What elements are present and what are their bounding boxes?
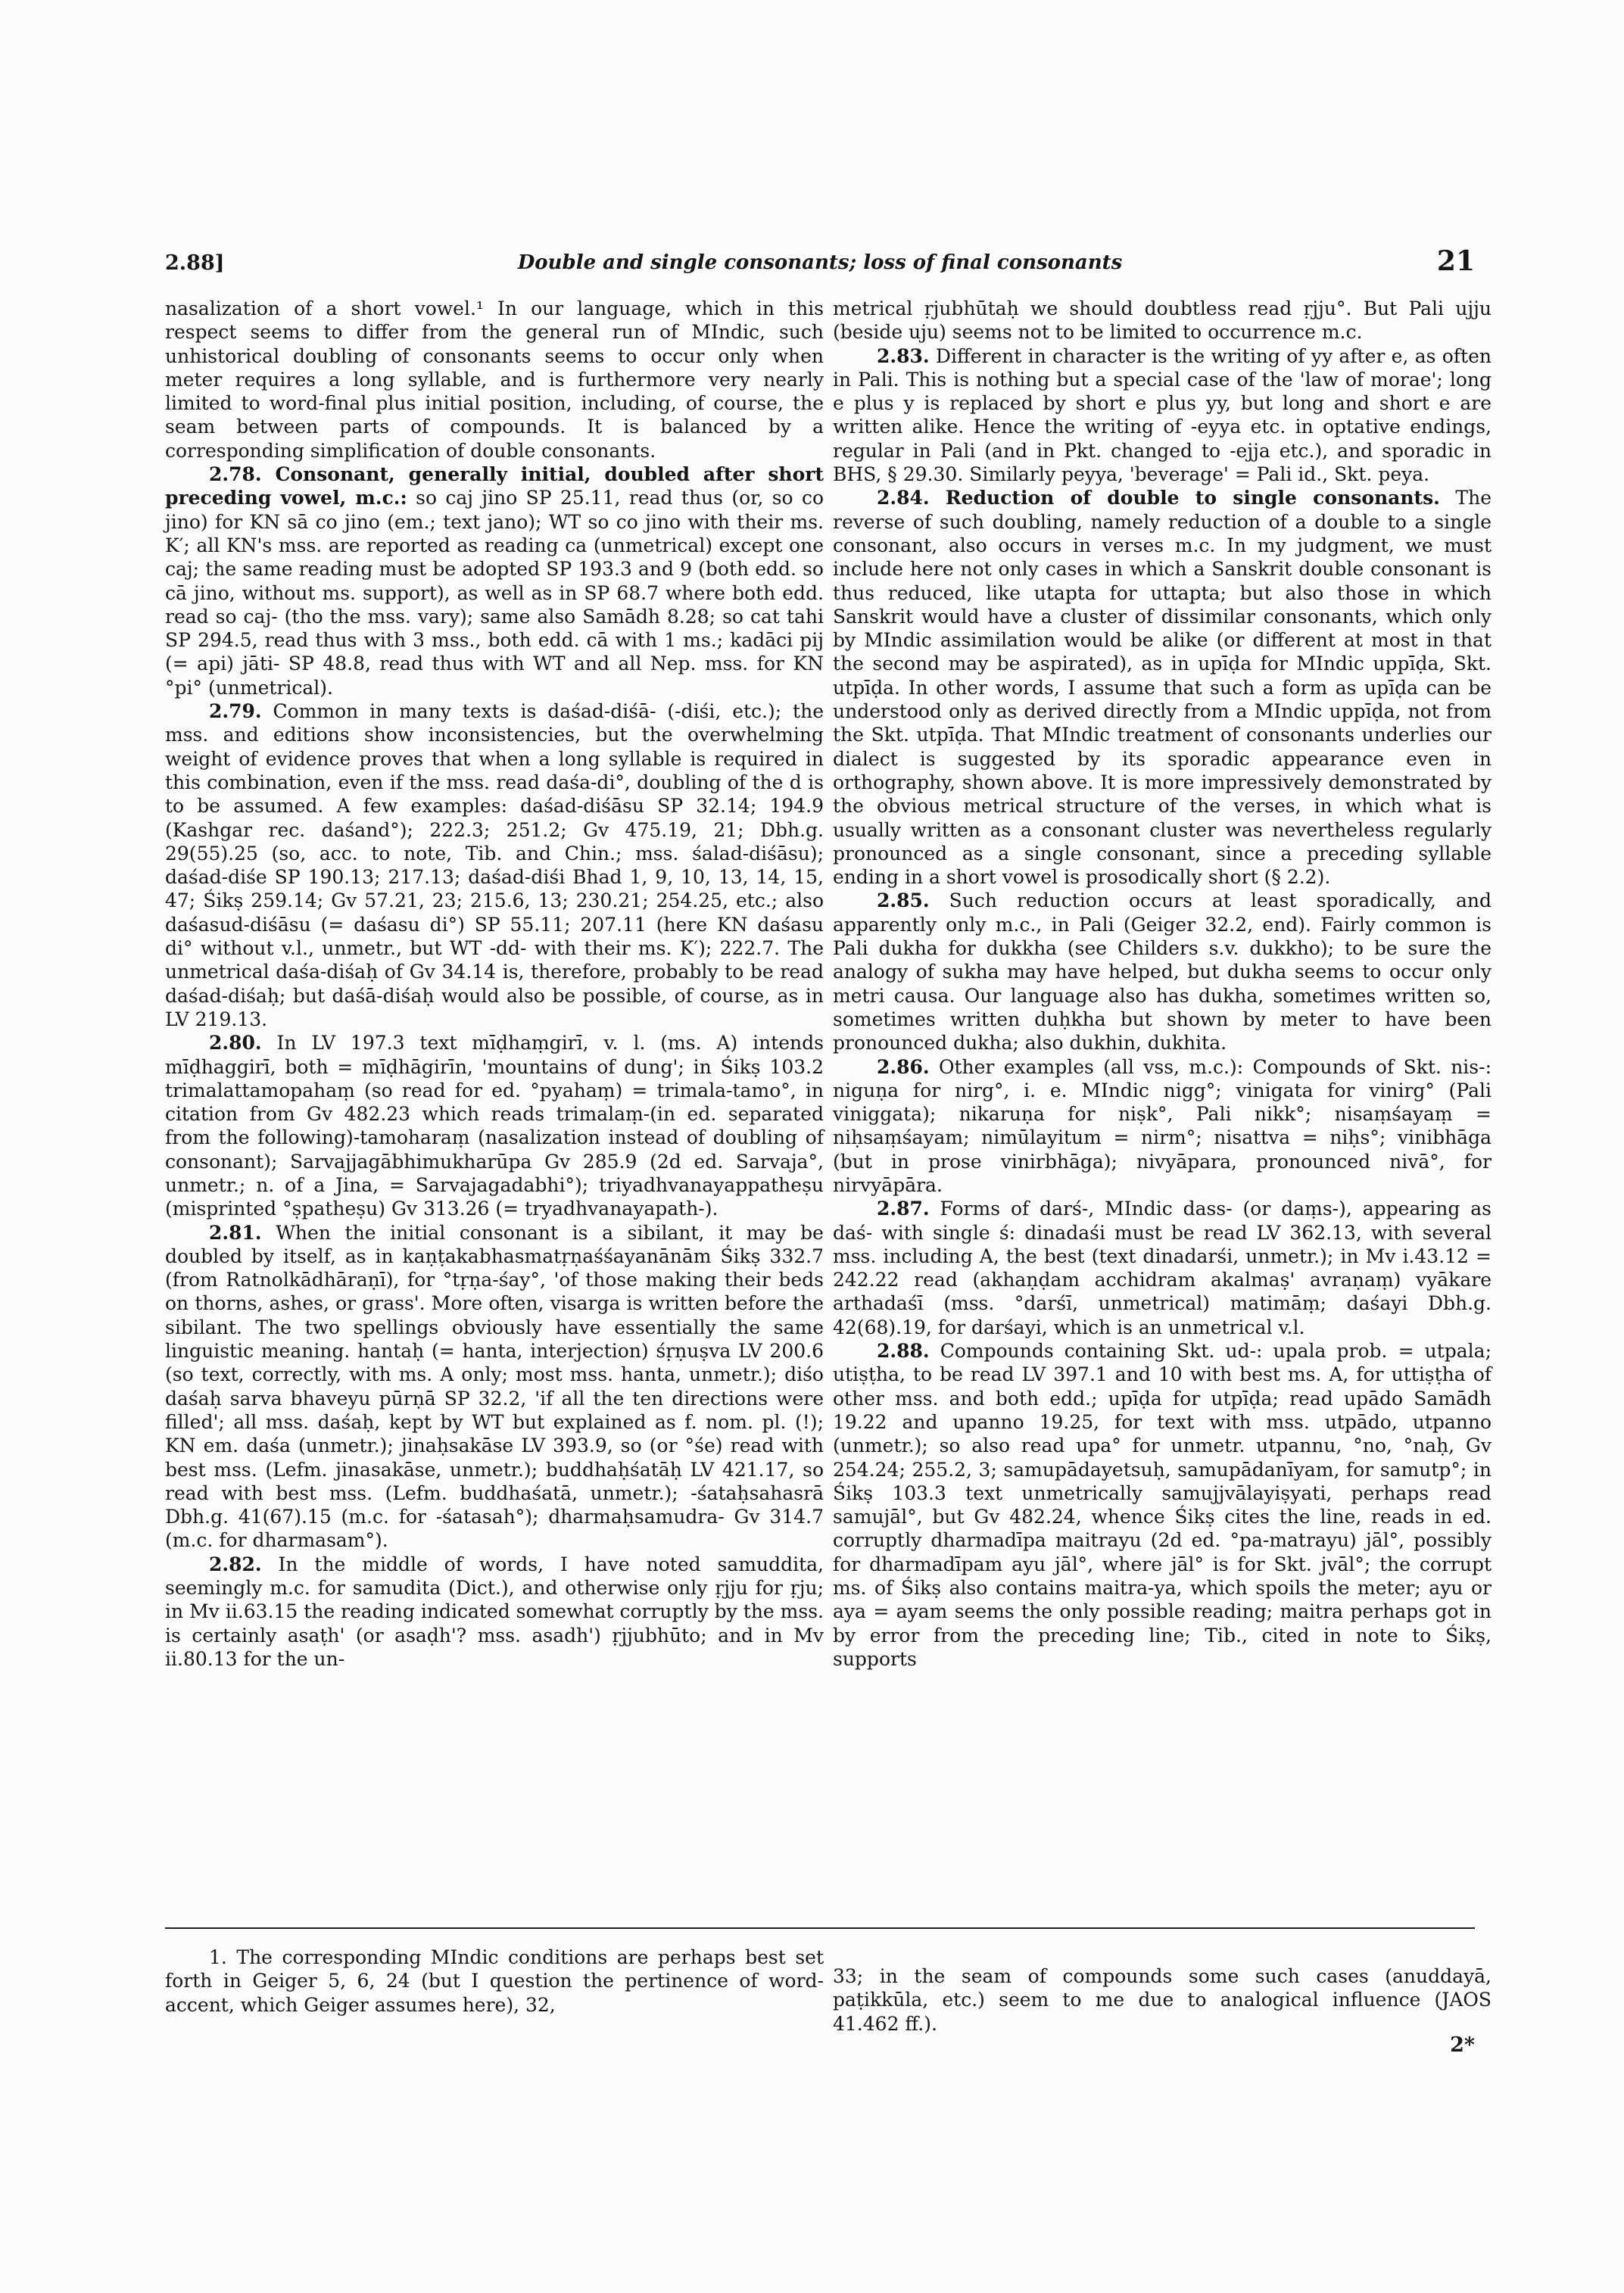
header-title: Double and single consonants; loss of final consonants bbox=[517, 251, 1123, 274]
paragraph bbox=[833, 1055, 1492, 1198]
footnote-left bbox=[165, 1946, 824, 2017]
section-heading: 2.80. bbox=[209, 1032, 262, 1055]
section-heading: 2.86. bbox=[877, 1055, 930, 1078]
paragraph bbox=[833, 1197, 1492, 1339]
section-heading: 2.88. bbox=[877, 1340, 930, 1363]
footnote-divider bbox=[165, 1927, 1475, 1929]
right-column bbox=[833, 297, 1492, 1671]
paragraph bbox=[165, 463, 824, 699]
paragraph-text: nasalization of a short vowel.¹ In our language, which in this respect seems to differ from the general run of MIndic, such unhistorical doubling of consonants seems to occur only when meter requires a long syllable, and is furthermore very nearly limited to word-final plus initial position, including, of course, the seam between parts of compounds. It is balanced by a corresponding simplification of double consonants. bbox=[165, 298, 824, 462]
paragraph-text: When the initial consonant is a sibilant, it may be doubled by itself, as in kaṇṭakabhasmatṛṇaśśayanānām Śikṣ 332.7 (from Ratnolkādhāraṇī), for °tṛṇa-śay°, 'of those making their beds on thorns, ashes, or grass'. More often, visarga is written before the sibilant. The two spellings obviously have essentially the same linguistic meaning. hantaḥ (= hanta, interjection) śṛṇuṣva LV 200.6 (so text, correctly, with ms. A only; most mss. hanta, unmetr.); diśo daśaḥ sarva bhaveyu pūrṇā SP 32.2, 'if all the ten directions were filled'; all mss. daśaḥ, kept by WT but explained as f. nom. pl. (!); KN em. daśa (unmetr.); jinaḥsakāse LV 393.9, so (or °śe) read with best mss. (Lefm. jinasakāse, unmetr.); buddhaḥśatāḥ LV 421.17, so read with best mss. (Lefm. buddhaśatā, unmetr.); -śataḥsahasrā Dbh.g. 41(67).15 (m.c. for -śatasah°); dharmaḥsamudra- Gv 314.7 (m.c. for dharmasam°). bbox=[165, 1221, 824, 1552]
footnote-continuation: 33; in the seam of compounds some such cases (anuddayā, paṭikkūla, etc.) seem to me due to analogical influence (JAOS 41.462 ff.). bbox=[833, 1965, 1492, 2035]
paragraph-text: metrical ṛjubhūtaḥ we should doubtless read ṛjju°. But Pali ujju (beside uju) seems not to be limited to occurrence m.c. bbox=[833, 298, 1492, 344]
paragraph-text: so caj jino SP 25.11, read thus (or, so co jino) for KN sā co jino (em.; text jano); WT so co jino with their ms. K′; all KN's mss. are reported as reading ca (unmetrical) except one caj; the same reading must be adopted SP 193.3 and 9 (both edd. so cā jino, without ms. support), as well as in SP 68.7 where both edd. read so caj- (tho the mss. vary); same also Samādh 8.28; so cat tahi SP 294.5, read thus with 3 mss., both edd. cā with 1 ms.; kadāci pij (= api) jāti- SP 48.8, read thus with WT and all Nep. mss. for KN °pi° (unmetrical). bbox=[165, 487, 824, 699]
paragraph-text: Common in many texts is daśad-diśā- (-diśi, etc.); the mss. and editions show inconsistencies, but the overwhelming weight of evidence proves that when a long syllable is required in this combination, even if the mss. read daśa-di°, doubling of the d is to be assumed. A few examples: daśad-diśāsu SP 32.14; 194.9 (Kashgar rec. daśand°); 222.3; 251.2; Gv 475.19, 21; Dbh.g. 29(55).25 (so, acc. to note, Tib. and Chin.; mss. śalad-diśāsu); daśad-diśe SP 190.13; 217.13; daśad-diśi Bhad 1, 9, 10, 13, 14, 15, 47; Śikṣ 259.14; Gv 57.21, 23; 215.6, 13; 230.21; 254.25, etc.; also daśasud-diśāsu (= daśasu di°) SP 55.11; 207.11 (here KN daśasu di° without v.l., unmetr., but WT -dd- with their ms. K′); 222.7. The unmetrical daśa-diśaḥ of Gv 34.14 is, therefore, probably to be read daśad-diśaḥ; but daśā-diśaḥ would also be possible, of course, as in LV 219.13. bbox=[165, 700, 824, 1030]
paragraph-text: The reverse of such doubling, namely reduction of a double to a single consonant, also occurs in verses m.c. In my judgment, we must include here not only cases in which a Sanskrit double consonant is thus reduced, like utapta for uttapta; but also those in which Sanskrit would have a cluster of dissimilar consonants, which only by MIndic assimilation would be alike (or different at most in that the second may be aspirated), as in upīḍa for MIndic uppīḍa, Skt. utpīḍa. In other words, I assume that such a form as upīḍa can be understood only as derived directly from a MIndic uppīḍa, not from the Skt. utpīḍa. That MIndic treatment of consonants underlies our dialect is suggested by its sporadic appearance even in orthography, shown above. It is more impressively demonstrated by the obvious metrical structure of the verses, in which what is usually written as a consonant cluster was nevertheless regularly pronounced as a single consonant, since a preceding syllable ending in a short vowel is prosodically short (§ 2.2). bbox=[833, 487, 1492, 889]
paragraph-text: In the middle of words, I have noted samuddita, seemingly m.c. for samudita (Dict.), and otherwise only ṛjju for ṛju; in Mv ii.63.15 the reading indicated somewhat corruptly by the mss. is certainly asaṭh' (or asaḍh'? mss. asadh') ṛjjubhūto; and in Mv ii.80.13 for the un- bbox=[165, 1553, 824, 1670]
page-number: 21 bbox=[1436, 245, 1475, 277]
paragraph-text: Forms of darś-, MIndic dass- (or daṃs-), appearing as daś- with single ś: dinadaśi must be read LV 362.13, with several mss. including A, the best (text dinadarśi, unmetr.); in Mv i.43.12 = 242.22 read (akhaṇḍam acchidram akalmaṣ' avraṇaṃ) vyākare arthadaśī (mss. °darśī, unmetrical) matimāṃ; daśayi Dbh.g. 42(68).19, for darśayi, which is an unmetrical v.l. bbox=[833, 1198, 1492, 1338]
paragraph bbox=[833, 486, 1492, 889]
paragraph bbox=[165, 297, 824, 463]
section-heading: 2.84. Reduction of double to single consonants. bbox=[877, 487, 1440, 509]
header-section-ref: 2.88] bbox=[165, 251, 225, 275]
signature-mark: 2* bbox=[1450, 2033, 1475, 2057]
section-heading: 2.85. bbox=[877, 889, 930, 912]
paragraph-text: In LV 197.3 text mīḍhaṃgirī, v. l. (ms. A) intends mīḍhaggirī, both = mīḍhāgirīn, 'mountains of dung'; in Śikṣ 103.2 trimalattamopahaṃ (so read for ed. °pyahaṃ) = trimala-tamo°, in citation from Gv 482.23 which reads trimalaṃ-(in ed. separated from the following)-tamoharaṃ (nasalization instead of doubling of consonant); Sarvajjagābhimukharūpa Gv 285.9 (2d ed. Sarvaja°, unmetr.; n. of a Jina, = Sarvajagadabhi°); triyadhvanayappatheṣu (misprinted °ṣpatheṣu) Gv 313.26 (= tryadhvanayapath-). bbox=[165, 1032, 824, 1220]
paragraph-text: Compounds containing Skt. ud-: upala prob. = utpala; utiṣṭha, to be read LV 397.1 and 10 with best ms. A, for uttiṣṭha of other mss. and both edd.; upīḍa for utpīḍa; read upādo Samādh 19.22 and upanno 19.25, for text with mss. utpādo, utpanno (unmetr.); so also read upa° for unmetr. utpannu, °no, °naḥ, Gv 254.24; 255.2, 3; samupādayetsuḥ, samupādanīyam, for samutp°; in Śikṣ 103.3 text unmetrically samujjvālayiṣyati, perhaps read samujāl°, but Gv 482.24, whence Śikṣ cites the line, reads in ed. corruptly dharmadīpa maitrayu (2d ed. °pa-matrayu) jāl°, possibly for dharmadīpam ayu jāl°, where jāl° is for Skt. jvāl°; the corrupt ms. of Śikṣ also contains maitra-ya, which spoils the meter; ayu or aya = ayam seems the only possible reading; maitra perhaps got in by error from the preceding line; Tib., cited in note to Śikṣ, supports bbox=[833, 1340, 1492, 1670]
section-heading: 2.82. bbox=[209, 1553, 262, 1575]
footnote-text: 1. The corresponding MIndic conditions are perhaps best set forth in Geiger 5, 6, 24 (but I question the pertinence of word-accent, which Geiger assumes here), 32, bbox=[165, 1946, 824, 2016]
left-column bbox=[165, 297, 824, 1671]
paragraph-text: Other examples (all vss, m.c.): Compounds of Skt. nis-: niguṇa for nirg°, i. e. MIndic nigg°; vinigata for vinirg° (Pali viniggata); nikaruṇa for niṣk°, Pali nikk°; nisaṃśayaṃ = niḥsaṃśayam; nimūlayitum = nirm°; nisattva = niḥs°; vinibhāga (but in prose vinirbhāga); nivyāpara, pronounced nivā°, for nirvyāpāra. bbox=[833, 1055, 1492, 1196]
paragraph bbox=[165, 699, 824, 1031]
paragraph bbox=[165, 1031, 824, 1220]
paragraph-text: Different in character is the writing of yy after e, as often in Pali. This is nothing but a special case of the 'law of morae'; long e plus y is replaced by short e plus yy, but long and short e are written alike. Hence the writing of -eyya etc. in optative endings, regular in Pali (and in Pkt. changed to -ejja etc.), and sporadic in BHS, § 29.30. Similarly peyya, 'beverage' = Pali id., Skt. peya. bbox=[833, 344, 1492, 486]
paragraph bbox=[833, 344, 1492, 487]
paragraph bbox=[833, 1339, 1492, 1671]
paragraph bbox=[833, 889, 1492, 1055]
section-heading: 2.81. bbox=[209, 1221, 262, 1244]
paragraph bbox=[165, 1221, 824, 1553]
section-heading: 2.87. bbox=[877, 1198, 930, 1220]
running-header bbox=[165, 241, 1475, 286]
paragraph bbox=[833, 297, 1492, 344]
paragraph bbox=[165, 1553, 824, 1671]
paragraph-text: Such reduction occurs at least sporadically, and apparently only m.c., in Pali (Geiger 32.2, end). Fairly common is Pali dukha for dukkha (see Childers s.v. dukkho); to be sure the analogy of sukha may have helped, but dukha seems to occur only metri causa. Our language also has dukha, sometimes written so, sometimes written duḥkha but shown by meter to have been pronounced dukha; also dukhin, dukhita. bbox=[833, 889, 1492, 1055]
section-heading: 2.79. bbox=[209, 700, 262, 723]
section-heading: 2.78. Consonant, generally initial, doubled after short preceding vowel, m.c.: bbox=[165, 463, 824, 509]
section-heading: 2.83. bbox=[877, 344, 930, 367]
footnote-right bbox=[833, 1946, 1492, 2055]
